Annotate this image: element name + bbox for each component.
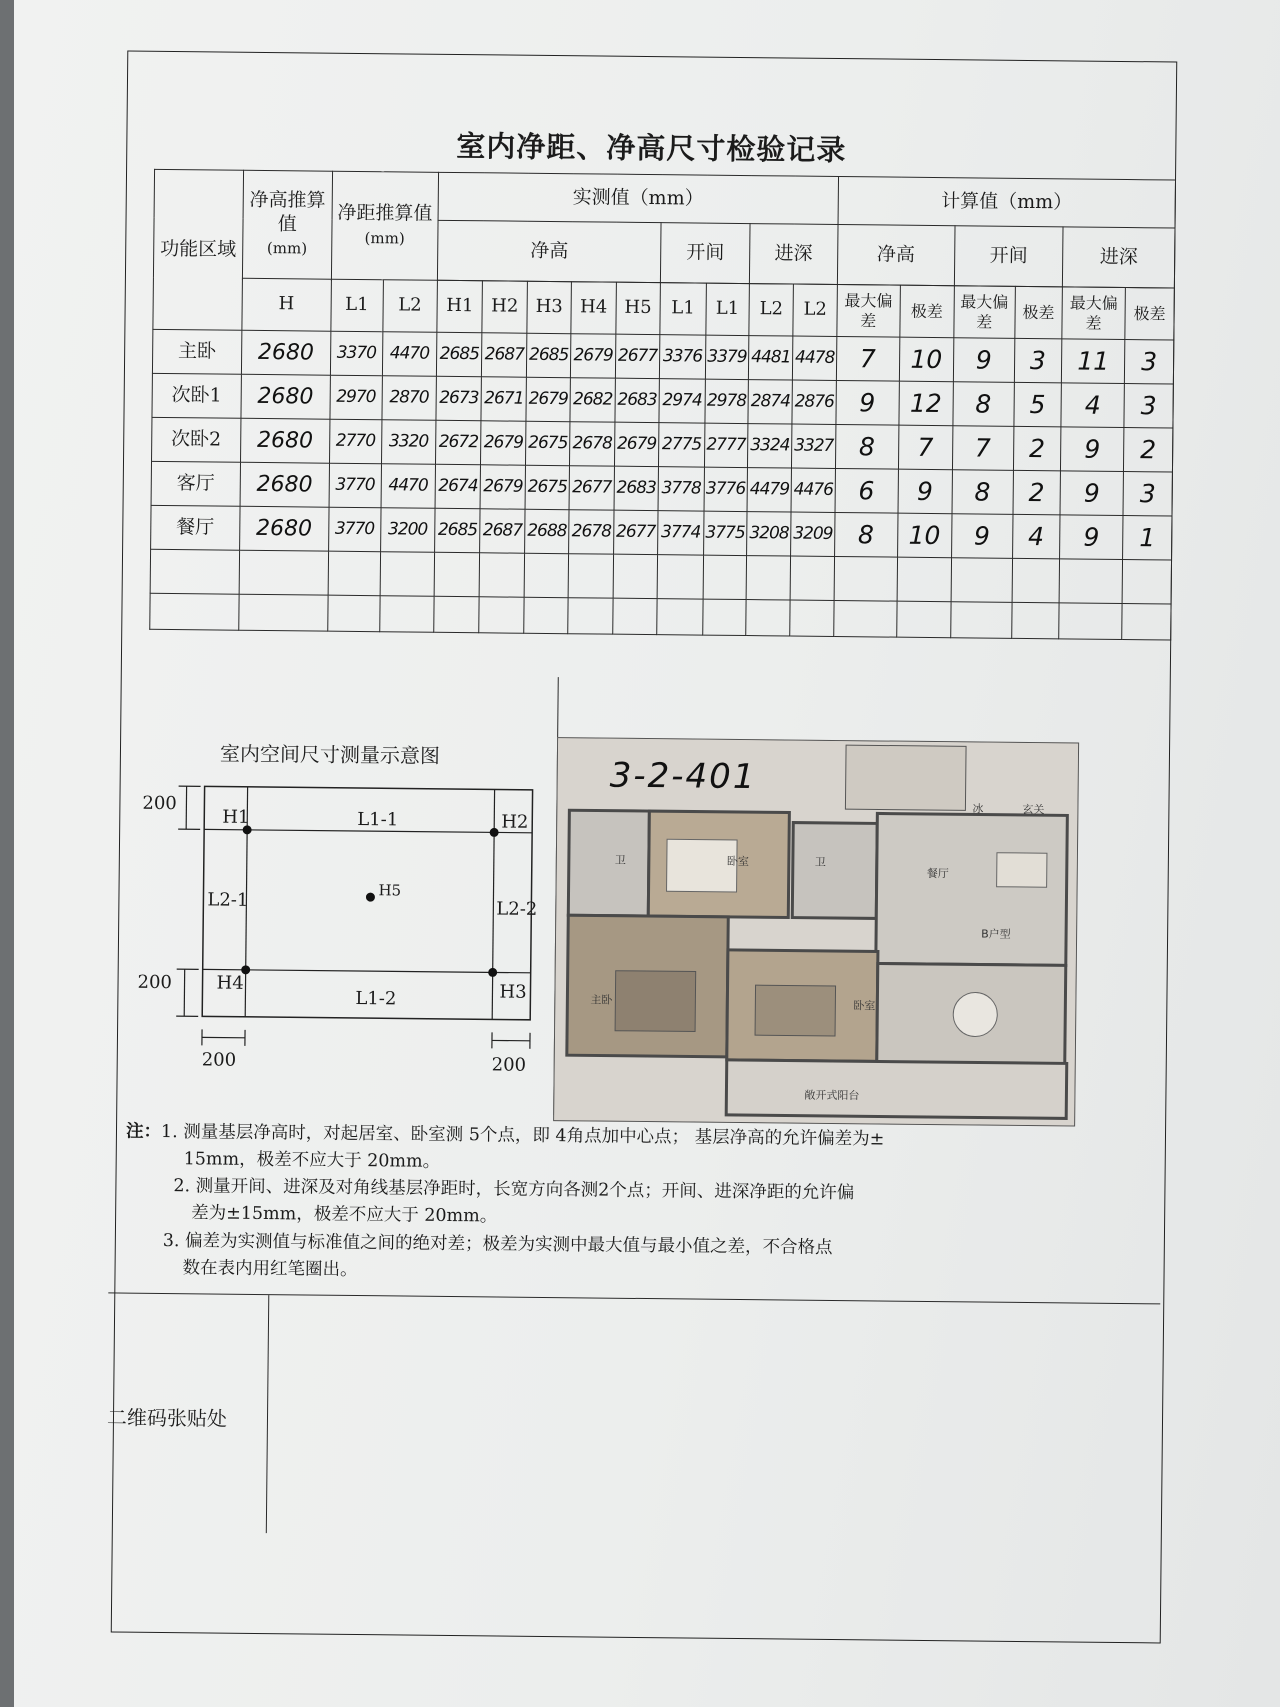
cell-jg_range: 12 bbox=[899, 381, 954, 426]
cell-H: 2680 bbox=[240, 462, 329, 507]
cell-js_range: 2 bbox=[1123, 428, 1172, 473]
cell-H5: 2677 bbox=[615, 334, 660, 378]
cell-js_range: 1 bbox=[1123, 515, 1172, 560]
cell-H1: 2672 bbox=[435, 420, 481, 464]
plan-unit-type: B户型 bbox=[981, 927, 1011, 941]
row-area: 主卧 bbox=[152, 329, 241, 374]
cell-mL2b: 3327 bbox=[792, 424, 836, 468]
cell-mL2b: 4476 bbox=[791, 468, 835, 512]
cell-H5: 2683 bbox=[614, 466, 659, 510]
cell-kj_range: 2 bbox=[1013, 426, 1061, 470]
cell-L2: 3320 bbox=[381, 420, 436, 465]
offset-line-right bbox=[492, 789, 494, 1019]
record-table bbox=[149, 169, 1176, 641]
plan-room-balcony: 敞开式阳台 bbox=[804, 1088, 860, 1103]
cell-mL1b: 3379 bbox=[705, 335, 749, 379]
header-calc-kaijian: 开间 bbox=[954, 226, 1063, 287]
note-3-cont: 数在表内用红笔圈出。 bbox=[182, 1257, 358, 1280]
cell-L2: 4470 bbox=[381, 464, 436, 509]
plan-room-bedroom-top: 卧室 bbox=[726, 854, 749, 869]
cell-L1: 2970 bbox=[330, 375, 382, 420]
cell-jg_max: 7 bbox=[836, 336, 899, 381]
note-2: 2. 测量开间、进深及对角线基层净距时，长宽方向各测2个点；开间、进深净距的允许偏 bbox=[173, 1176, 855, 1204]
cell-mL1a: 2974 bbox=[659, 379, 705, 423]
plan-room-master: 主卧 bbox=[590, 993, 613, 1007]
row-area: 次卧2 bbox=[152, 417, 241, 462]
cell-H4: 2678 bbox=[569, 510, 614, 554]
cell-H4: 2678 bbox=[570, 422, 615, 466]
col-js-range: 极差 bbox=[1125, 288, 1175, 341]
cell-jg_range: 10 bbox=[897, 513, 952, 558]
label-l1-2: L1-2 bbox=[355, 987, 397, 1010]
cell-js_range: 3 bbox=[1123, 472, 1172, 517]
point-h3 bbox=[488, 968, 497, 977]
cell-mL2a: 3208 bbox=[747, 512, 792, 556]
note-3: 3. 偏差为实测值与标准值之间的绝对差；极差为实测中最大值与最小值之差，不合格点 bbox=[162, 1230, 833, 1258]
paper-sheet bbox=[14, 0, 1280, 1707]
cell-H: 2680 bbox=[241, 330, 330, 375]
qr-label: 二维码张贴处 bbox=[106, 1405, 228, 1431]
cell-mL2a: 4481 bbox=[748, 336, 793, 380]
cell-H2: 2679 bbox=[481, 421, 526, 465]
col-m-L1a: L1 bbox=[660, 283, 706, 335]
cell-H: 2680 bbox=[240, 418, 329, 463]
diagram-title: 室内空间尺寸测量示意图 bbox=[219, 741, 441, 768]
cell-mL2a: 3324 bbox=[747, 424, 792, 468]
cell-kj_max: 9 bbox=[951, 514, 1012, 559]
cell-L1: 2770 bbox=[329, 419, 381, 464]
cell-jg_range: 10 bbox=[899, 337, 954, 382]
cell-jg_max: 9 bbox=[836, 380, 899, 425]
qr-section bbox=[106, 1292, 1160, 1542]
cell-mL2b: 3209 bbox=[791, 512, 835, 556]
cell-H4: 2679 bbox=[571, 334, 616, 378]
cell-mL1b: 2777 bbox=[704, 423, 748, 467]
col-jg-max: 最大偏差 bbox=[837, 284, 900, 337]
offset-line-bottom bbox=[203, 969, 531, 972]
cell-L2: 2870 bbox=[382, 376, 437, 421]
col-L2: L2 bbox=[383, 280, 438, 333]
plan-room-bath1: 卫 bbox=[614, 853, 626, 867]
cell-H3: 2675 bbox=[525, 465, 570, 509]
cell-mL1b: 2978 bbox=[705, 379, 749, 423]
label-l1-1: L1-1 bbox=[357, 808, 399, 831]
cell-H3: 2675 bbox=[525, 421, 570, 465]
cell-H4: 2677 bbox=[569, 466, 614, 510]
header-d-est: 净距推算值 (mm) bbox=[331, 171, 438, 280]
cell-mL1a: 3376 bbox=[660, 335, 706, 379]
label-h4: H4 bbox=[216, 972, 244, 994]
cell-L1: 3370 bbox=[330, 331, 382, 376]
label-h1: H1 bbox=[222, 806, 250, 828]
cell-js_max: 11 bbox=[1062, 339, 1125, 384]
cell-H5: 2677 bbox=[613, 510, 658, 554]
label-h2: H2 bbox=[501, 811, 529, 833]
cell-mL2a: 2874 bbox=[748, 380, 793, 424]
header-calc-jinggao: 净高 bbox=[837, 224, 955, 285]
cell-mL2b: 2876 bbox=[792, 380, 836, 424]
cell-L2: 4470 bbox=[382, 332, 437, 377]
label-h3: H3 bbox=[499, 981, 527, 1003]
note-1: 注：1. 测量基层净高时，对起居室、卧室测 5个点，即 4角点加中心点； 基层净高的允许偏差为± bbox=[125, 1121, 885, 1150]
cell-mL1a: 3778 bbox=[658, 467, 704, 511]
header-calculated: 计算值（mm） bbox=[838, 176, 1176, 228]
measurement-diagram bbox=[132, 781, 545, 1085]
row-area: 餐厅 bbox=[151, 505, 240, 550]
cell-H1: 2673 bbox=[436, 376, 482, 420]
cell-H1: 2685 bbox=[436, 332, 482, 376]
cell-mL1a: 3774 bbox=[658, 511, 704, 555]
col-jg-range: 极差 bbox=[899, 285, 954, 338]
dim-200-bottom-right: 200 bbox=[491, 1054, 527, 1076]
inspection-form bbox=[106, 51, 1178, 1644]
cell-jg_max: 6 bbox=[835, 468, 898, 513]
cell-mL2b: 4478 bbox=[793, 336, 837, 380]
col-m-L2b: L2 bbox=[793, 284, 837, 336]
col-H1: H1 bbox=[437, 280, 483, 332]
cell-H2: 2671 bbox=[481, 377, 526, 421]
plan-room-entry: 玄关 bbox=[1022, 802, 1045, 817]
cell-js_range: 3 bbox=[1124, 340, 1173, 385]
cell-L1: 3770 bbox=[328, 507, 380, 552]
header-calc-jinshen: 进深 bbox=[1063, 227, 1175, 288]
cell-L2: 3200 bbox=[380, 508, 435, 553]
cell-mL1a: 2775 bbox=[659, 423, 705, 467]
cell-H2: 2679 bbox=[480, 465, 525, 509]
cell-mL1b: 3775 bbox=[703, 511, 747, 555]
cell-kj_max: 9 bbox=[953, 338, 1014, 383]
col-H3: H3 bbox=[527, 281, 572, 333]
row-area: 客厅 bbox=[151, 461, 240, 506]
notes bbox=[124, 1119, 1156, 1293]
header-jinshen: 进深 bbox=[749, 224, 837, 285]
cell-kj_range: 4 bbox=[1012, 514, 1060, 558]
col-H5: H5 bbox=[616, 282, 661, 334]
cell-mL2a: 4479 bbox=[747, 468, 792, 512]
label-l2-1: L2-1 bbox=[207, 889, 249, 911]
col-L1: L1 bbox=[331, 279, 384, 332]
unit-number-handwritten: 3-2-401 bbox=[609, 755, 757, 798]
cell-H3: 2679 bbox=[526, 377, 571, 421]
col-H: H bbox=[242, 278, 331, 331]
cell-H1: 2674 bbox=[435, 464, 481, 508]
cell-H4: 2682 bbox=[570, 378, 615, 422]
cell-js_max: 9 bbox=[1060, 471, 1123, 516]
cell-kj_range: 3 bbox=[1014, 338, 1062, 382]
cell-kj_range: 2 bbox=[1013, 470, 1061, 514]
col-m-L1b: L1 bbox=[706, 283, 750, 335]
cell-kj_max: 8 bbox=[953, 382, 1014, 427]
header-h-est: 净高推算值 (mm) bbox=[242, 170, 332, 279]
point-h2 bbox=[490, 828, 499, 837]
cell-js_max: 9 bbox=[1060, 515, 1123, 560]
header-kaijian: 开间 bbox=[661, 223, 750, 284]
col-kj-max: 最大偏差 bbox=[954, 286, 1015, 339]
label-h5: H5 bbox=[378, 881, 402, 900]
cell-jg_range: 7 bbox=[898, 425, 953, 470]
plan-room-fridge: 冰 bbox=[972, 802, 984, 816]
cell-H: 2680 bbox=[239, 506, 328, 551]
cell-jg_max: 8 bbox=[834, 512, 897, 557]
cell-kj_range: 5 bbox=[1013, 382, 1061, 426]
cell-jg_range: 9 bbox=[898, 469, 953, 514]
form-title: 室内净距、净高尺寸检验记录 bbox=[456, 128, 847, 168]
plan-room-dining: 餐厅 bbox=[926, 866, 949, 881]
cell-mL1b: 3776 bbox=[704, 467, 748, 511]
label-l2-2: L2-2 bbox=[496, 898, 538, 920]
dim-200-top: 200 bbox=[142, 792, 177, 815]
note-2-cont: 差为±15mm，极差不应大于 20mm。 bbox=[191, 1203, 498, 1227]
cell-H: 2680 bbox=[241, 374, 330, 419]
header-area: 功能区域 bbox=[153, 169, 244, 330]
col-m-L2a: L2 bbox=[749, 284, 794, 336]
col-js-max: 最大偏差 bbox=[1062, 287, 1125, 340]
cell-H5: 2683 bbox=[615, 378, 660, 422]
plan-room-bath2: 卫 bbox=[814, 855, 826, 869]
cell-H5: 2679 bbox=[614, 422, 659, 466]
note-1-cont: 15mm，极差不应大于 20mm。 bbox=[183, 1149, 441, 1173]
cell-H2: 2687 bbox=[480, 509, 525, 553]
col-kj-range: 极差 bbox=[1014, 286, 1062, 338]
dim-200-left: 200 bbox=[137, 971, 173, 994]
header-measured: 实测值（mm） bbox=[438, 172, 838, 224]
cell-kj_max: 7 bbox=[952, 426, 1013, 471]
col-H4: H4 bbox=[571, 282, 616, 334]
cell-js_max: 9 bbox=[1061, 427, 1124, 472]
cell-H3: 2685 bbox=[526, 333, 571, 377]
cell-L1: 3770 bbox=[329, 463, 381, 508]
plan-room-bedroom-bottom: 卧室 bbox=[853, 999, 876, 1013]
cell-H3: 2688 bbox=[524, 509, 569, 553]
cell-kj_max: 8 bbox=[952, 470, 1013, 515]
cell-H1: 2685 bbox=[435, 508, 481, 552]
cell-js_max: 4 bbox=[1061, 383, 1124, 428]
cell-H2: 2687 bbox=[482, 333, 527, 377]
col-H2: H2 bbox=[482, 281, 527, 333]
cell-jg_max: 8 bbox=[835, 424, 898, 469]
cell-js_range: 3 bbox=[1124, 384, 1173, 429]
header-jinggao: 净高 bbox=[437, 220, 661, 282]
row-area: 次卧1 bbox=[152, 373, 241, 418]
dim-200-bottom-left: 200 bbox=[201, 1049, 237, 1071]
point-h5 bbox=[366, 893, 375, 902]
